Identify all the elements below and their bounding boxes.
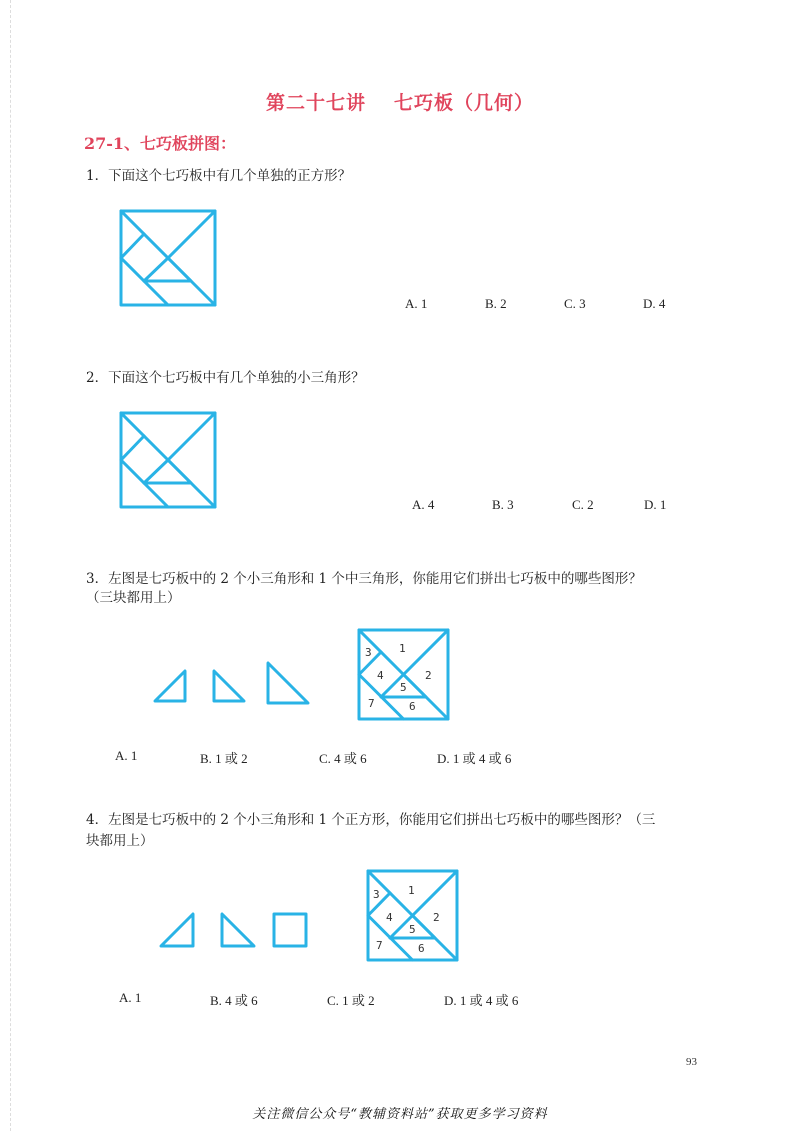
q1-option-c[interactable]: C. 3: [564, 296, 586, 311]
tangram-label-4: 4: [377, 669, 384, 682]
tangram-label-6: 6: [409, 700, 416, 713]
q2-option-a[interactable]: A. 4: [412, 497, 435, 512]
tangram-label-7: 7: [368, 697, 375, 710]
question-2-text: 2．下面这个七巧板中有几个单独的小三角形？: [86, 370, 365, 386]
q4-numbered-tangram: [368, 871, 458, 961]
q2-option-d[interactable]: D. 1: [644, 497, 667, 512]
question-4-text-line2: 块都用上）: [86, 833, 154, 849]
q4-option-c[interactable]: C. 1 或 2: [327, 993, 375, 1008]
question-3-text-line2: （三块都用上）: [86, 590, 181, 606]
tangram-label-5: 5: [400, 681, 407, 694]
q1-option-a[interactable]: A. 1: [405, 296, 428, 311]
tangram-label-4: 4: [386, 911, 393, 924]
q3-option-d[interactable]: D. 1 或 4 或 6: [437, 751, 512, 766]
q3-small-triangle-2: [212, 669, 246, 703]
q1-option-b[interactable]: B. 2: [485, 296, 507, 311]
q4-square: [272, 912, 308, 948]
binding-margin-line: [10, 0, 12, 1131]
tangram-label-5: 5: [409, 923, 416, 936]
q4-option-d[interactable]: D. 1 或 4 或 6: [444, 993, 519, 1008]
q2-option-b[interactable]: B. 3: [492, 497, 514, 512]
lecture-topic: 七巧板（几何）: [394, 92, 535, 114]
tangram-label-2: 2: [425, 669, 432, 682]
page-title: [0, 88, 800, 115]
section-heading: 27-1、七巧板拼图：: [84, 134, 237, 153]
q3-option-a[interactable]: A. 1: [115, 748, 138, 763]
tangram-label-1: 1: [399, 642, 406, 655]
tangram-label-2: 2: [433, 911, 440, 924]
q3-option-b[interactable]: B. 1 或 2: [200, 751, 248, 766]
question-1-tangram-figure: [121, 211, 216, 306]
question-4-text-line1: 4．左图是七巧板中的 2 个小三角形和 1 个正方形，你能用它们拼出七巧板中的哪些图形？（三: [86, 812, 656, 828]
tangram-label-7: 7: [376, 939, 383, 952]
page-number: 93: [686, 1056, 697, 1068]
q4-small-triangle-2: [220, 912, 256, 948]
question-1-text: 1．下面这个七巧板中有几个单独的正方形？: [86, 168, 352, 184]
tangram-label-3: 3: [365, 646, 372, 659]
lecture-number: 第二十七讲: [265, 92, 366, 114]
question-2-tangram-figure: [121, 413, 216, 508]
tangram-label-6: 6: [418, 942, 425, 955]
q4-option-a[interactable]: A. 1: [119, 990, 142, 1005]
q3-medium-triangle: [266, 661, 312, 705]
q1-option-d[interactable]: D. 4: [643, 296, 666, 311]
tangram-label-3: 3: [373, 888, 380, 901]
q4-small-triangle-1: [159, 912, 195, 948]
footer-note: 关注微信公众号“教辅资料站”获取更多学习资料: [252, 1107, 548, 1122]
q3-small-triangle-1: [153, 669, 187, 703]
q4-option-b[interactable]: B. 4 或 6: [210, 993, 258, 1008]
tangram-label-1: 1: [408, 884, 415, 897]
q3-numbered-tangram: [359, 630, 449, 720]
q3-option-c[interactable]: C. 4 或 6: [319, 751, 367, 766]
q2-option-c[interactable]: C. 2: [572, 497, 594, 512]
question-3-text-line1: 3．左图是七巧板中的 2 个小三角形和 1 个中三角形，你能用它们拼出七巧板中的哪些图形？: [86, 571, 642, 587]
